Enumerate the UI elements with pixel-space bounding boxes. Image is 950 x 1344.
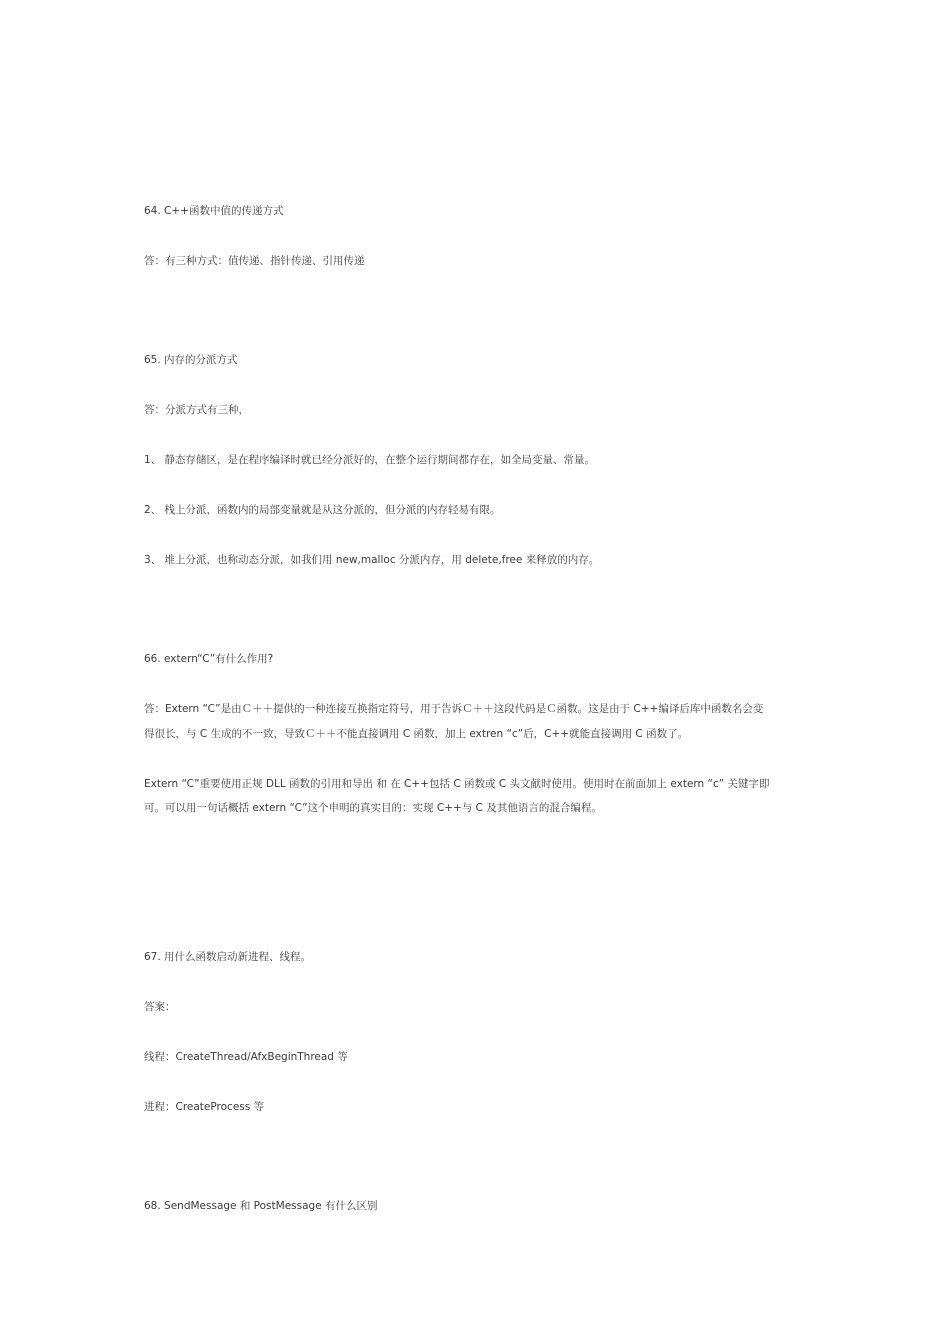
answer-67-intro: 答案：	[144, 1001, 176, 1013]
answer-67-process: 进程：CreateProcess 等	[144, 1101, 265, 1113]
question-64: 64. C++函数中值的传递方式	[144, 205, 284, 217]
answer-65-item-1: 1、 静态存储区，是在程序编译时就已经分派好的，在整个运行期间都存在，如全局变量、常量。	[144, 454, 596, 466]
question-66: 66. extern“C”有什么作用?	[144, 653, 274, 665]
answer-66-para2-line-1: Extern “C”重要使用正规 DLL 函数的引用和导出 和 在 C++包括 C 函数或 C 头文献时使用。使用时在前面加上 extern “c” 关键字即	[144, 778, 770, 790]
answer-65-item-3: 3、 堆上分派，也称动态分派，如我们用 new,malloc 分派内存，用 delete,free 来释放的内存。	[144, 554, 600, 566]
answer-67-thread: 线程：CreateThread/AfxBeginThread 等	[144, 1051, 348, 1063]
question-68: 68. SendMessage 和 PostMessage 有什么区别	[144, 1200, 378, 1212]
answer-65-intro: 答：分派方式有三种，	[144, 404, 249, 416]
answer-64: 答：有三种方式：值传递、指针传递、引用传递	[144, 255, 365, 267]
question-65: 65. 内存的分派方式	[144, 354, 238, 366]
answer-66-line-2: 得很长，与 C 生成的不一致，导致Ｃ＋＋不能直接调用 C 函数，加上 extren “c”后，C++就能直接调用 C 函数了。	[144, 728, 689, 740]
answer-65-item-2: 2、 栈上分派，函数内的局部变量就是从这分派的，但分派的内存轻易有限。	[144, 504, 501, 516]
answer-66-para2-line-2: 可。可以用一句话概括 extern “C”这个申明的真实目的：实现 C++与 C 及其他语言的混合编程。	[144, 802, 602, 814]
question-67: 67. 用什么函数启动新进程、线程。	[144, 951, 312, 963]
answer-66-line-1: 答：Extern “C”是由Ｃ＋＋提供的一种连接互换指定符号，用于告诉Ｃ＋＋这段代码是Ｃ函数。这是由于 C++编译后库中函数名会变	[144, 703, 764, 715]
